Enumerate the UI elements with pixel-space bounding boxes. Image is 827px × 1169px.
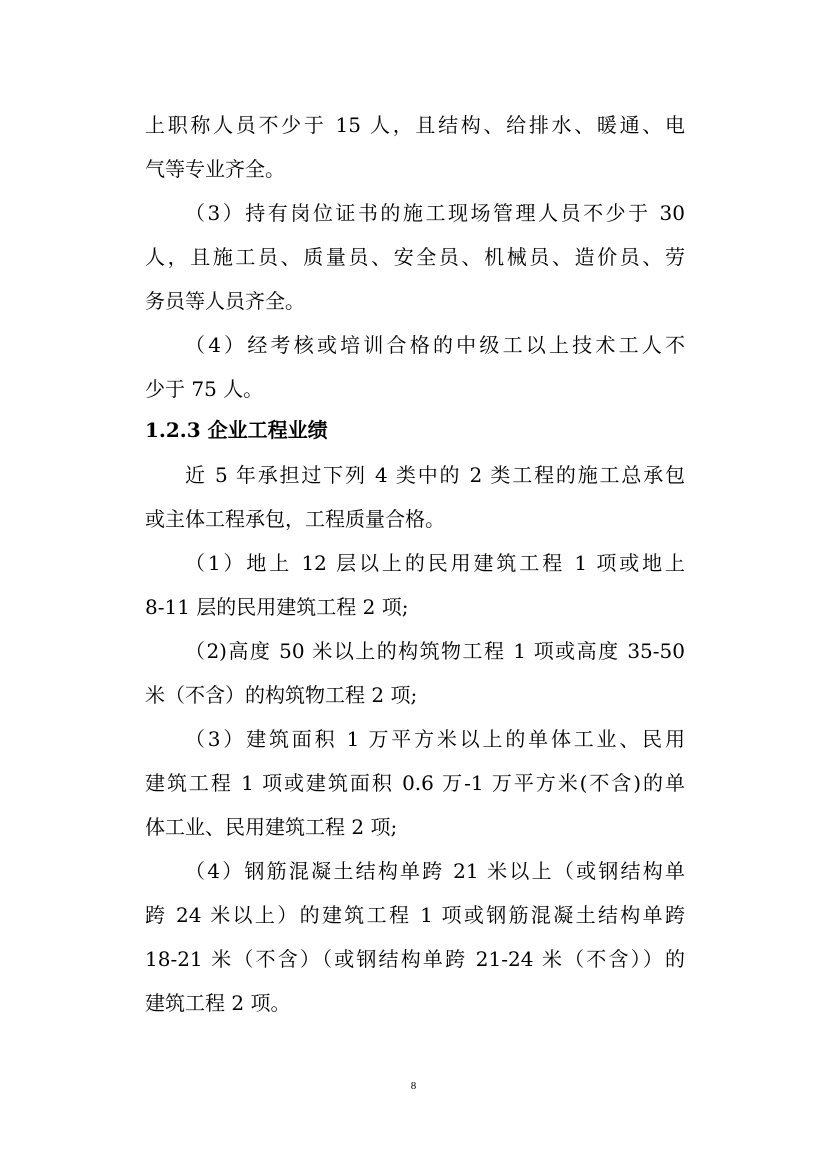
body-text-line: 近 5 年承担过下列 4 类中的 2 类工程的施工总承包 <box>185 463 685 487</box>
body-text-line: （3）持有岗位证书的施工现场管理人员不少于 30 <box>185 201 685 225</box>
body-text-line: 建筑工程 1 项或建筑面积 0.6 万-1 万平方米(不含)的单 <box>145 771 685 795</box>
body-text-line: 上职称人员不少于 15 人，且结构、给排水、暖通、电 <box>145 113 685 137</box>
body-text-line: （1）地上 12 层以上的民用建筑工程 1 项或地上 <box>185 551 685 575</box>
body-text-line: 气等专业齐全。 <box>145 157 285 181</box>
body-text-line: 米（不含）的构筑物工程 2 项; <box>145 683 418 707</box>
page-number: 8 <box>410 1080 417 1092</box>
body-text-line: 或主体工程承包，工程质量合格。 <box>145 507 445 531</box>
body-text-line: （3）建筑面积 1 万平方米以上的单体工业、民用 <box>185 727 685 751</box>
body-text-line: 少于 75 人。 <box>145 377 264 401</box>
body-text-line: 跨 24 米以上）的建筑工程 1 项或钢筋混凝土结构单跨 <box>145 903 685 927</box>
body-text-line: （2)高度 50 米以上的构筑物工程 1 项或高度 35-50 <box>185 639 685 663</box>
body-text-line: 8-11 层的民用建筑工程 2 项; <box>145 595 409 619</box>
section-heading: 1.2.3 企业工程业绩 <box>145 418 328 442</box>
body-text-line: 建筑工程 2 项。 <box>145 991 291 1015</box>
body-text-line: 务员等人员齐全。 <box>145 289 305 313</box>
body-text-line: （4）经考核或培训合格的中级工以上技术工人不 <box>185 333 685 357</box>
body-text-line: （4）钢筋混凝土结构单跨 21 米以上（或钢结构单 <box>185 859 685 883</box>
body-text-line: 18-21 米（不含）（或钢结构单跨 21-24 米（不含））的 <box>145 947 685 971</box>
body-text-line: 人，且施工员、质量员、安全员、机械员、造价员、劳 <box>145 245 685 269</box>
body-text-line: 体工业、民用建筑工程 2 项; <box>145 815 398 839</box>
